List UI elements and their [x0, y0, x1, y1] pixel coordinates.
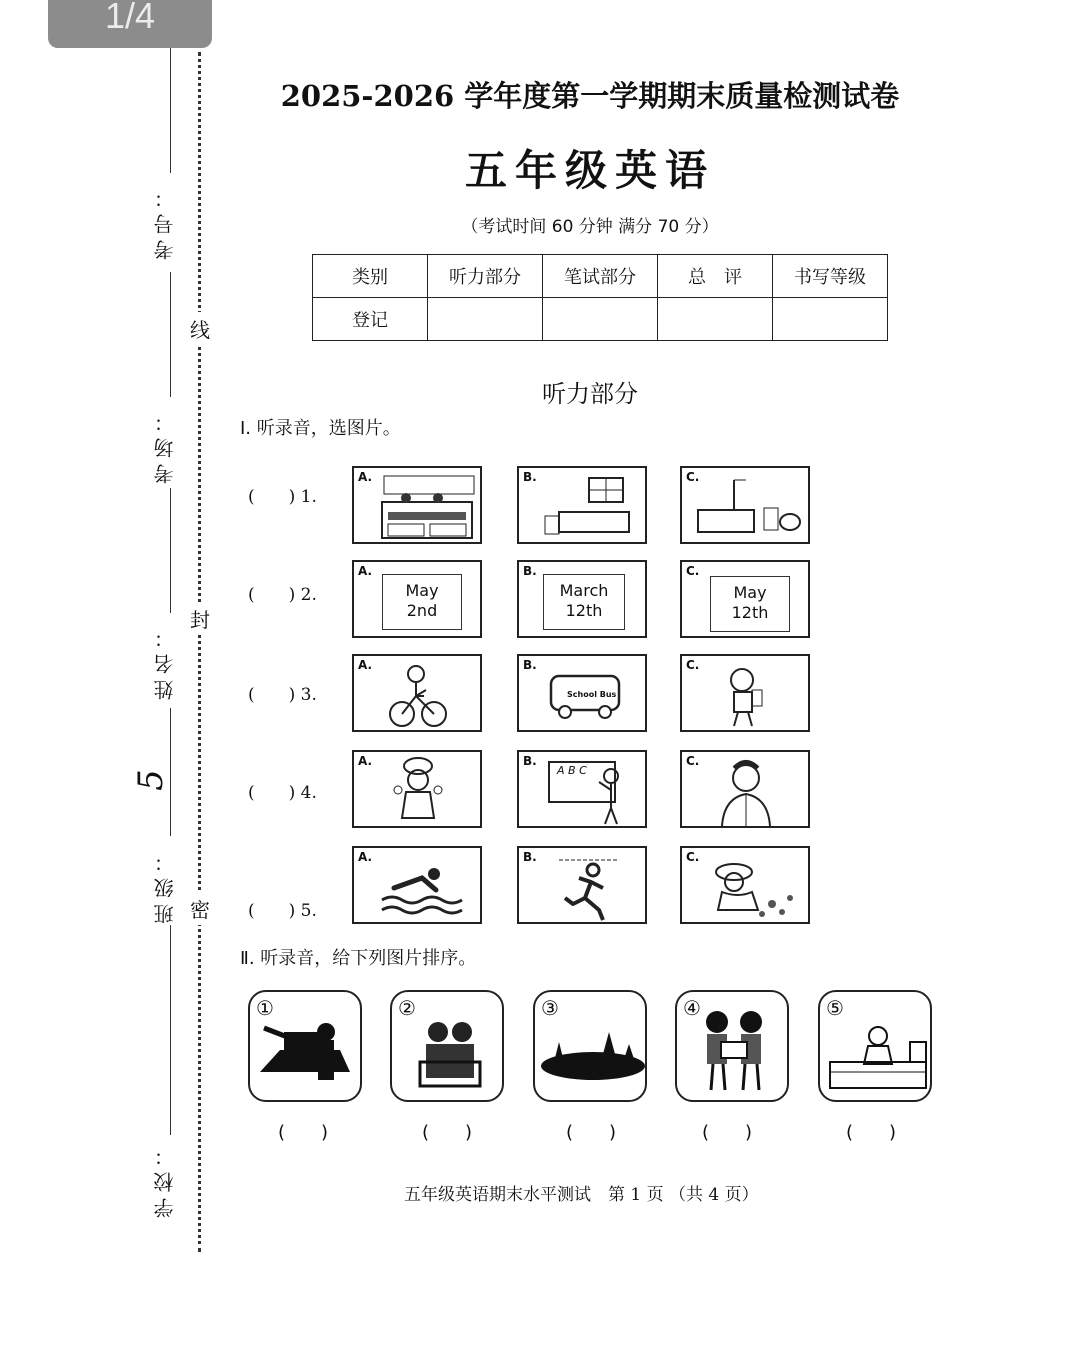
score-table-entry-row	[313, 298, 888, 341]
sequence-picture-2	[390, 990, 504, 1102]
subject-title: 五年级英语	[464, 146, 715, 195]
question-5-number[interactable]: ( ) 5.	[248, 901, 317, 921]
kitchen-icon	[354, 468, 484, 546]
cook-icon	[354, 752, 484, 830]
answer-blank[interactable]: ( )	[702, 1122, 753, 1143]
bathroom-icon	[682, 468, 812, 546]
q2-option-b-date[interactable]	[517, 560, 647, 638]
sequence-picture-1	[248, 990, 362, 1102]
answer-blank[interactable]: ( )	[566, 1122, 617, 1143]
date-text: March 12th	[559, 581, 609, 620]
table-cell: 笔试部分	[543, 255, 658, 298]
part2-instruction: Ⅱ. 听录音，给下列图片排序。	[240, 948, 477, 969]
date-text: May 12th	[731, 583, 769, 622]
q3-option-c-walk[interactable]	[680, 654, 810, 732]
score-input-cell[interactable]	[543, 298, 658, 341]
sequence-picture-4	[675, 990, 789, 1102]
option-label: B.	[523, 564, 537, 578]
date-card	[382, 574, 462, 630]
score-input-cell[interactable]	[658, 298, 773, 341]
exam-no-label: 考号：	[153, 182, 177, 260]
sequence-marker: ③	[541, 996, 559, 1020]
doctor-icon	[682, 752, 812, 830]
q1-option-a-kitchen[interactable]	[352, 466, 482, 544]
page-footer: 五年级英语期末水平测试 第 1 页 （共 4 页）	[404, 1185, 759, 1205]
class-handwritten: 5	[130, 769, 171, 791]
answer-blank[interactable]: ( )	[278, 1122, 329, 1143]
sequence-marker: ①	[256, 996, 274, 1020]
option-label: C.	[686, 850, 700, 864]
sequence-marker: ⑤	[826, 996, 844, 1020]
exam-info: （考试时间 60 分钟 满分 70 分）	[461, 217, 719, 237]
option-label: A.	[358, 564, 373, 578]
q5-option-c-beach[interactable]	[680, 846, 810, 924]
sequence-picture-3	[533, 990, 647, 1102]
q5-option-b-run[interactable]	[517, 846, 647, 924]
seal-word-seal: 封	[190, 602, 210, 635]
score-input-cell[interactable]	[773, 298, 888, 341]
option-label: C.	[686, 754, 700, 768]
page-indicator: 1/4	[48, 0, 212, 48]
question-4-number[interactable]: ( ) 4.	[248, 783, 317, 803]
q4-option-a-cook[interactable]	[352, 750, 482, 828]
binding-dotted-line	[198, 52, 201, 1252]
option-label: C.	[686, 564, 700, 578]
q1-option-b-bedroom[interactable]	[517, 466, 647, 544]
bike-icon	[354, 656, 484, 734]
seal-word-line: 线	[190, 312, 210, 345]
q4-option-c-doctor[interactable]	[680, 750, 810, 828]
q1-option-c-bathroom[interactable]	[680, 466, 810, 544]
table-cell: 总 评	[658, 255, 773, 298]
question-1-number[interactable]: ( ) 1.	[248, 487, 317, 507]
walking-boy-icon	[682, 656, 812, 734]
beach-girl-icon	[682, 848, 812, 926]
part1-instruction: Ⅰ. 听录音，选图片。	[240, 418, 401, 439]
class-label: 班级：	[153, 846, 177, 924]
bedroom-icon	[519, 468, 649, 546]
exam-room-label: 考场：	[153, 406, 177, 484]
date-text: May 2nd	[405, 581, 439, 620]
name-line	[170, 488, 171, 613]
score-table	[312, 254, 888, 341]
section-title: 听力部分	[542, 380, 638, 408]
table-cell: 登记	[313, 298, 428, 341]
option-label: A.	[358, 754, 373, 768]
date-card	[543, 574, 625, 630]
q2-option-a-date[interactable]	[352, 560, 482, 638]
table-cell: 书写等级	[773, 255, 888, 298]
option-label: B.	[523, 850, 537, 864]
score-input-cell[interactable]	[428, 298, 543, 341]
option-label: B.	[523, 658, 537, 672]
option-label: A.	[358, 658, 373, 672]
exam-no-line	[170, 48, 171, 173]
option-label: B.	[523, 470, 537, 484]
question-3-number[interactable]: ( ) 3.	[248, 685, 317, 705]
school-line	[170, 925, 171, 1135]
q2-option-c-date[interactable]	[680, 560, 810, 638]
question-2-number[interactable]: ( ) 2.	[248, 585, 317, 605]
q3-option-a-bike[interactable]	[352, 654, 482, 732]
score-table-header-row	[313, 255, 888, 298]
seal-word-secret: 密	[190, 892, 210, 925]
option-label: C.	[686, 658, 700, 672]
option-label: A.	[358, 850, 373, 864]
answer-blank[interactable]: ( )	[846, 1122, 897, 1143]
option-label: B.	[523, 754, 537, 768]
q5-option-a-swim[interactable]	[352, 846, 482, 924]
running-icon	[519, 848, 649, 926]
answer-blank[interactable]: ( )	[422, 1122, 473, 1143]
date-card	[710, 576, 790, 632]
table-cell: 听力部分	[428, 255, 543, 298]
board-text: A B C	[557, 764, 587, 777]
exam-title: 2025-2026 学年度第一学期期末质量检测试卷	[280, 79, 900, 113]
sequence-picture-5	[818, 990, 932, 1102]
option-label: C.	[686, 470, 700, 484]
swimming-icon	[354, 848, 484, 926]
name-label: 姓名：	[153, 622, 177, 700]
table-cell: 类别	[313, 255, 428, 298]
option-label: A.	[358, 470, 373, 484]
school-label: 学校：	[153, 1140, 177, 1218]
sequence-marker: ②	[398, 996, 416, 1020]
q4-option-b-teacher[interactable]	[517, 750, 647, 828]
sequence-marker: ④	[683, 996, 701, 1020]
bus-text: School Bus	[567, 690, 617, 699]
exam-room-line	[170, 272, 171, 397]
q3-option-b-bus[interactable]	[517, 654, 647, 732]
